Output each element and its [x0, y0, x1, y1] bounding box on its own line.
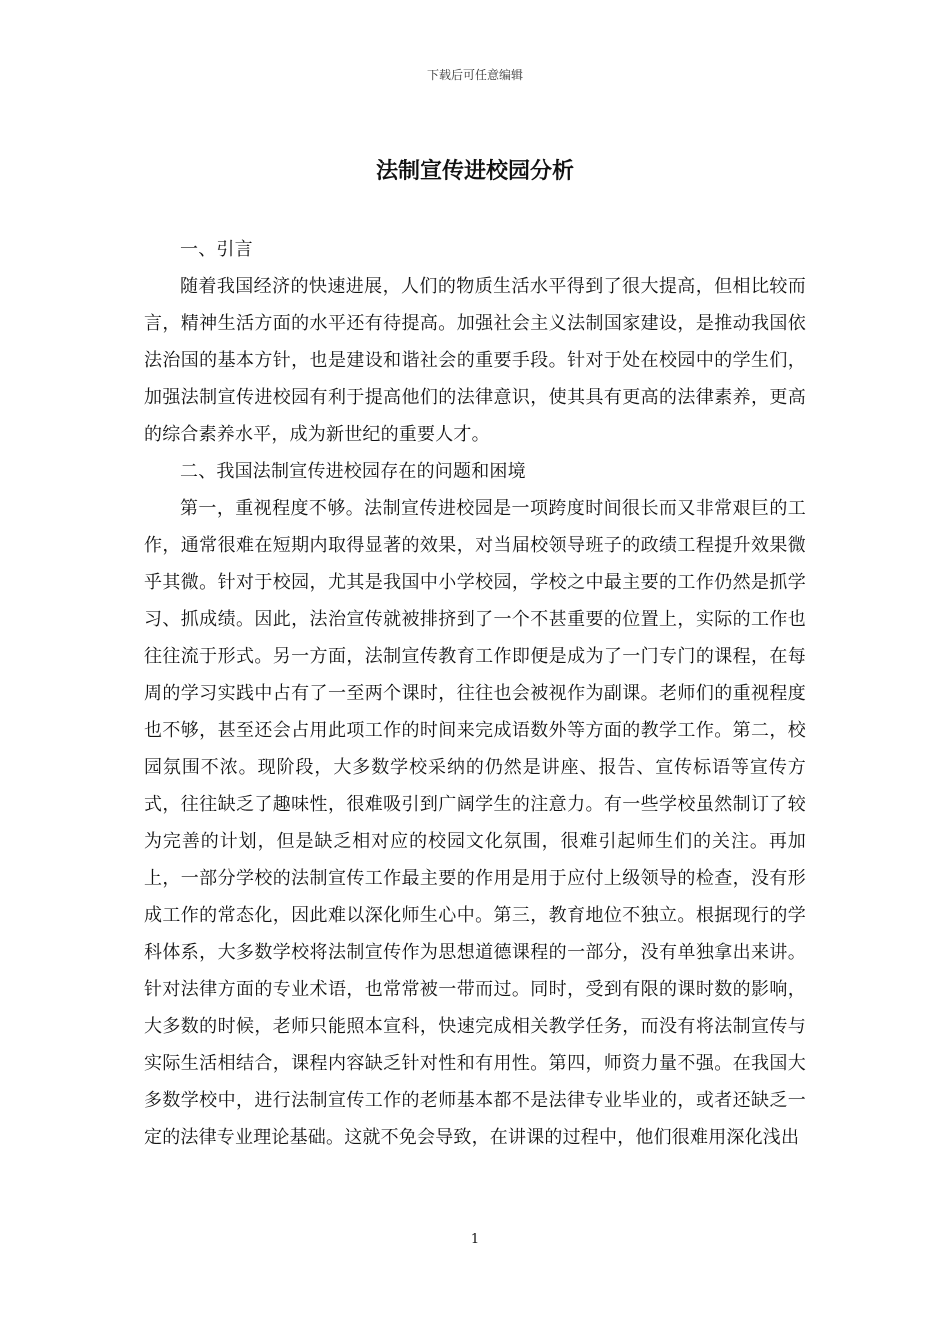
body-paragraph: 第一，重视程度不够。法制宣传进校园是一项跨度时间很长而又非常艰巨的工作，通常很难在短期内取得显著的效果，对当届校领导班子的政绩工程提升效果微乎其微。针对于校园，尤其是我国中小学校园，学校之中最主要的工作仍然是抓学习、抓成绩。因此，法治宣传就被排挤到了一个不甚重要的位置上，实际的工作也往往流于形式。另一方面，法制宣传教育工作即便是成为了一门专门的课程，在每周的学习实践中占有了一至两个课时，往往也会被视作为副课。老师们的重视程度也不够，甚至还会占用此项工作的时间来完成语数外等方面的教学工作。第二，校园氛围不浓。现阶段，大多数学校采纳的仍然是讲座、报告、宣传标语等宣传方式，往往缺乏了趣味性，很难吸引到广阔学生的注意力。有一些学校虽然制订了较为完善的计划，但是缺乏相对应的校园文化氛围，很难引起师生们的关注。再加上，一部分学校的法制宣传工作最主要的作用是用于应付上级领导的检查，没有形成工作的常态化，因此难以深化师生心中。第三，教育地位不独立。根据现行的学科体系，大多数学校将法制宣传作为思想道德课程的一部分，没有单独拿出来讲。针对法律方面的专业术语，也常常被一带而过。同时，受到有限的课时数的影响，大多数的时候，老师只能照本宣科，快速完成相关教学任务，而没有将法制宣传与实际生活相结合，课程内容缺乏针对性和有用性。第四，师资力量不强。在我国大多数学校中，进行法制宣传工作的老师基本都不是法律专业毕业的，或者还缺乏一定的法律专业理论基础。这就不免会导致，在讲课的过程中，他们很难用深化浅出	[144, 498, 806, 1148]
document-title: 法制宣传进校园分析	[375, 158, 574, 184]
page-number: 1	[470, 1232, 480, 1247]
body-paragraph: 随着我国经济的快速进展，人们的物质生活水平得到了很大提高，但相比较而言，精神生活方面的水平还有待提高。加强社会主义法制国家建设，是推动我国依法治国的基本方针，也是建设和谐社会的重要手段。针对于处在校园中的学生们，加强法制宣传进校园有利于提高他们的法律意识，使其具有更高的法律素养，更高的综合素养水平，成为新世纪的重要人才。	[144, 276, 806, 445]
section-heading-problems: 二、我国法制宣传进校园存在的问题和困境	[180, 461, 526, 482]
header-note: 下载后可任意编辑	[426, 68, 523, 82]
section-heading-intro: 一、引言	[180, 239, 253, 260]
document-body	[144, 231, 806, 1156]
